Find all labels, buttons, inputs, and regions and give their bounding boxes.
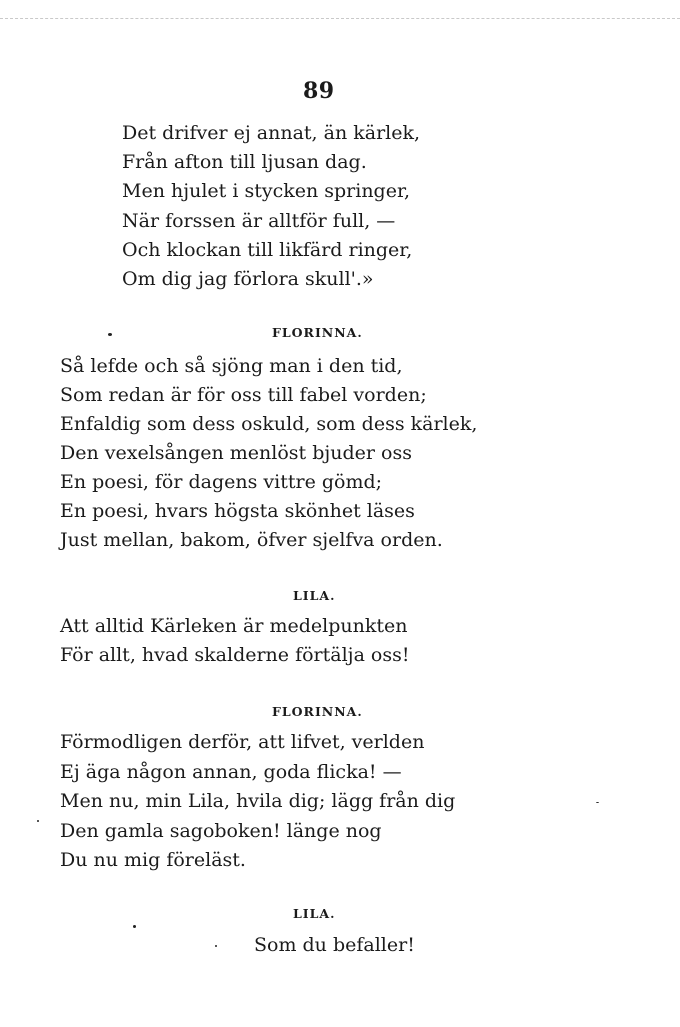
song-line: Det drifver ej annat, än kärlek, xyxy=(122,122,421,144)
verse-line: Den gamla sagoboken! länge nog xyxy=(60,820,382,842)
verse-line: Du nu mig föreläst. xyxy=(60,849,246,871)
verse-line: Men nu, min Lila, hvila dig; lägg från dig xyxy=(60,790,456,812)
verse-line: Så lefde och så sjöng man i den tid, xyxy=(60,355,403,377)
song-line: När forssen är alltför full, — xyxy=(122,210,396,232)
verse-line: Förmodligen derför, att lifvet, verlden xyxy=(60,731,425,753)
scan-speck xyxy=(37,820,39,822)
verse-line: En poesi, för dagens vittre gömd; xyxy=(60,471,383,493)
verse-line: Den vexelsången menlöst bjuder oss xyxy=(60,442,412,464)
verse-line: Enfaldig som dess oskuld, som dess kärlek, xyxy=(60,413,478,435)
verse-line: En poesi, hvars högsta skönhet läses xyxy=(60,500,415,522)
verse-line: För allt, hvad skalderne förtälja oss! xyxy=(60,644,410,666)
speaker-name: FLORINNA. xyxy=(272,704,363,719)
song-line: Och klockan till likfärd ringer, xyxy=(122,239,413,261)
speaker-name: LILA. xyxy=(293,588,336,603)
song-line: Men hjulet i stycken springer, xyxy=(122,180,410,202)
verse-line: Ej äga någon annan, goda flicka! — xyxy=(60,761,402,783)
verse-line: Just mellan, bakom, öfver sjelfva orden. xyxy=(60,529,443,551)
scan-speck xyxy=(108,333,112,336)
verse-line: Som du befaller! xyxy=(254,934,415,956)
song-line: Från afton till ljusan dag. xyxy=(122,151,367,173)
scan-speck xyxy=(596,802,599,803)
verse-line: Som redan är för oss till fabel vorden; xyxy=(60,384,427,406)
speaker-name: FLORINNA. xyxy=(272,325,363,340)
page-number: 89 xyxy=(303,78,335,104)
song-line: Om dig jag förlora skull'.» xyxy=(122,268,374,290)
scan-speck xyxy=(133,925,136,928)
scan-speck xyxy=(215,945,217,947)
speaker-name: LILA. xyxy=(293,906,336,921)
scan-edge-rule xyxy=(0,18,680,19)
verse-line: Att alltid Kärleken är medelpunkten xyxy=(60,615,408,637)
